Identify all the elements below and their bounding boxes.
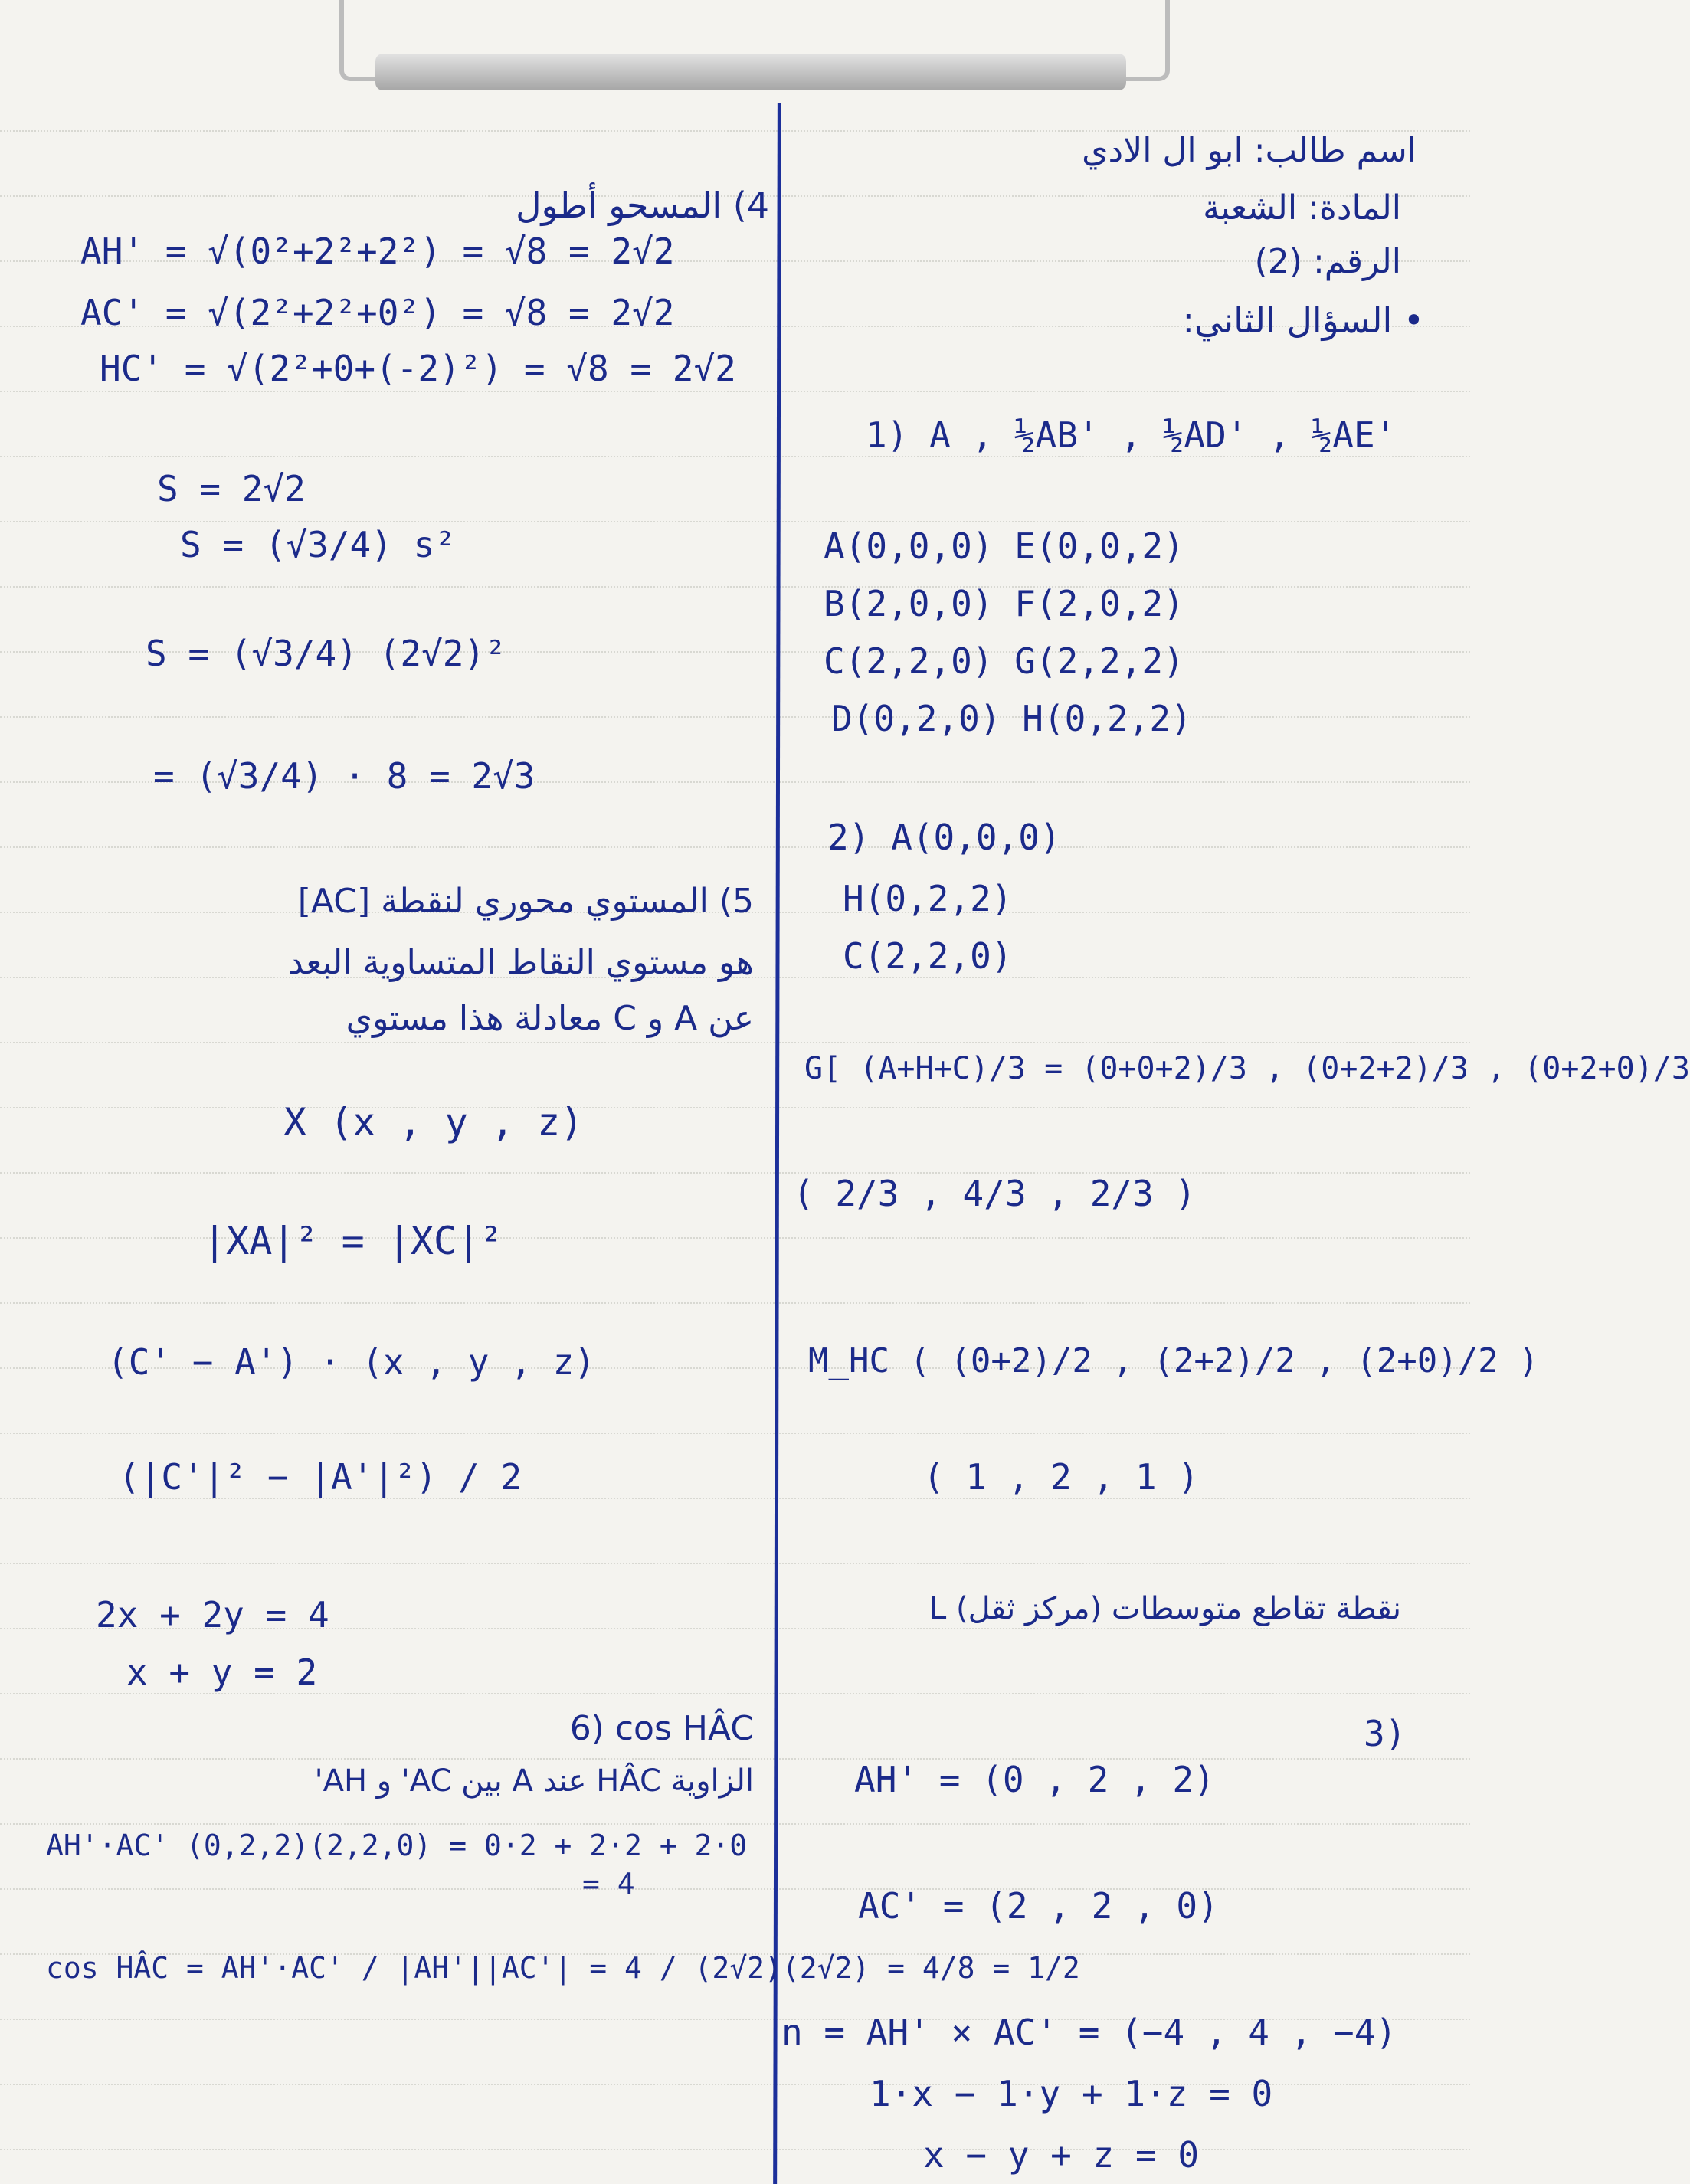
- plane-final: x − y + z = 0: [923, 2134, 1200, 2176]
- normal-vector: n = AH' × AC' = (−4 , 4 , −4): [781, 2012, 1397, 2053]
- dot-product-result: = 4: [582, 1867, 635, 1901]
- ac-length: AC' = √(2²+2²+0²) = √8 = 2√2: [80, 292, 675, 333]
- dot-product-calc: AH'·AC' (0,2,2)(2,2,0) = 0·2 + 2·2 + 2·0: [46, 1829, 748, 1862]
- angle-description: الزاوية HÂC عند A بين AC' و AH': [314, 1763, 754, 1799]
- q5-text-line3: عن A و C معادلة هذا مستوي: [346, 999, 754, 1038]
- area-substitution: S = (√3/4) (2√2)²: [146, 633, 506, 674]
- norm-difference: (|C'|² − |A'|²) / 2: [119, 1456, 522, 1498]
- midpoint-result: ( 1 , 2 , 1 ): [923, 1456, 1200, 1498]
- midpoint-hc: M_HC ( (0+2)/2 , (2+2)/2 , (2+0)/2 ): [808, 1341, 1539, 1380]
- centroid-formula: G[ (A+H+C)/3 = (0+0+2)/3 , (0+2+2)/3 , (0+2+0)/3: [804, 1051, 1690, 1086]
- student-name: اسم طالب: ابو ال الادي: [1082, 131, 1417, 170]
- vector-dot-product: (C' − A') · (x , y , z): [107, 1341, 595, 1383]
- centroid-definition: L نقطة تقاطع متوسطات (مركز ثقل): [929, 1591, 1401, 1626]
- plane-expanded: 1·x − 1·y + 1·z = 0: [870, 2073, 1273, 2114]
- coords-b-f: B(2,0,0) F(2,0,2): [824, 583, 1184, 624]
- part1-vectors: 1) A , ½AB' , ½AD' , ½AE': [866, 414, 1397, 456]
- hc-length: HC' = √(2²+0+(-2)²) = √8 = 2√2: [100, 348, 736, 389]
- student-number: الرقم: (2): [1254, 242, 1401, 281]
- column-divider: [773, 103, 781, 2184]
- coords-d-h: D(0,2,0) H(0,2,2): [831, 698, 1192, 739]
- plane-equation-1: 2x + 2y = 4: [96, 1594, 329, 1636]
- q5-text-line2: هو مستوي النقاط المتساوية البعد: [288, 943, 754, 982]
- plane-equation-2: x + y = 2: [126, 1652, 318, 1693]
- q4-heading: 4) المسحو أطول: [516, 185, 769, 226]
- area-result: = (√3/4) · 8 = 2√3: [153, 755, 535, 797]
- part2-point-a: 2) A(0,0,0): [827, 817, 1061, 858]
- area-formula: S = (√3/4) s²: [180, 524, 457, 565]
- subject-section: المادة: الشعبة: [1203, 188, 1401, 228]
- ah-length: AH' = √(0²+2²+2²) = √8 = 2√2: [80, 231, 675, 272]
- part2-point-h: H(0,2,2): [843, 878, 1013, 919]
- coords-c-g: C(2,2,0) G(2,2,2): [824, 640, 1184, 682]
- q6-heading: 6) cos HÂC: [569, 1709, 754, 1748]
- coords-a-e: A(0,0,0) E(0,0,2): [824, 526, 1184, 567]
- vector-ac: AC' = (2 , 2 , 0): [858, 1885, 1219, 1927]
- distance-equation: |XA|² = |XC|²: [203, 1219, 503, 1263]
- point-x: X (x , y , z): [283, 1100, 584, 1144]
- q5-heading: 5) المستوي محوري لنقطة [AC]: [297, 882, 754, 921]
- centroid-result: ( 2/3 , 4/3 , 2/3 ): [793, 1173, 1197, 1214]
- vector-ah: AH' = (0 , 2 , 2): [854, 1759, 1215, 1800]
- cos-result: cos HÂC = AH'·AC' / |AH'||AC'| = 4 / (2√2)(2√2) = 4/8 = 1/2: [46, 1951, 1080, 1985]
- part3-label: 3): [1364, 1713, 1407, 1754]
- side-value: S = 2√2: [157, 468, 306, 509]
- question-two-heading: • السؤال الثاني:: [1182, 300, 1424, 341]
- part2-point-c: C(2,2,0): [843, 935, 1013, 977]
